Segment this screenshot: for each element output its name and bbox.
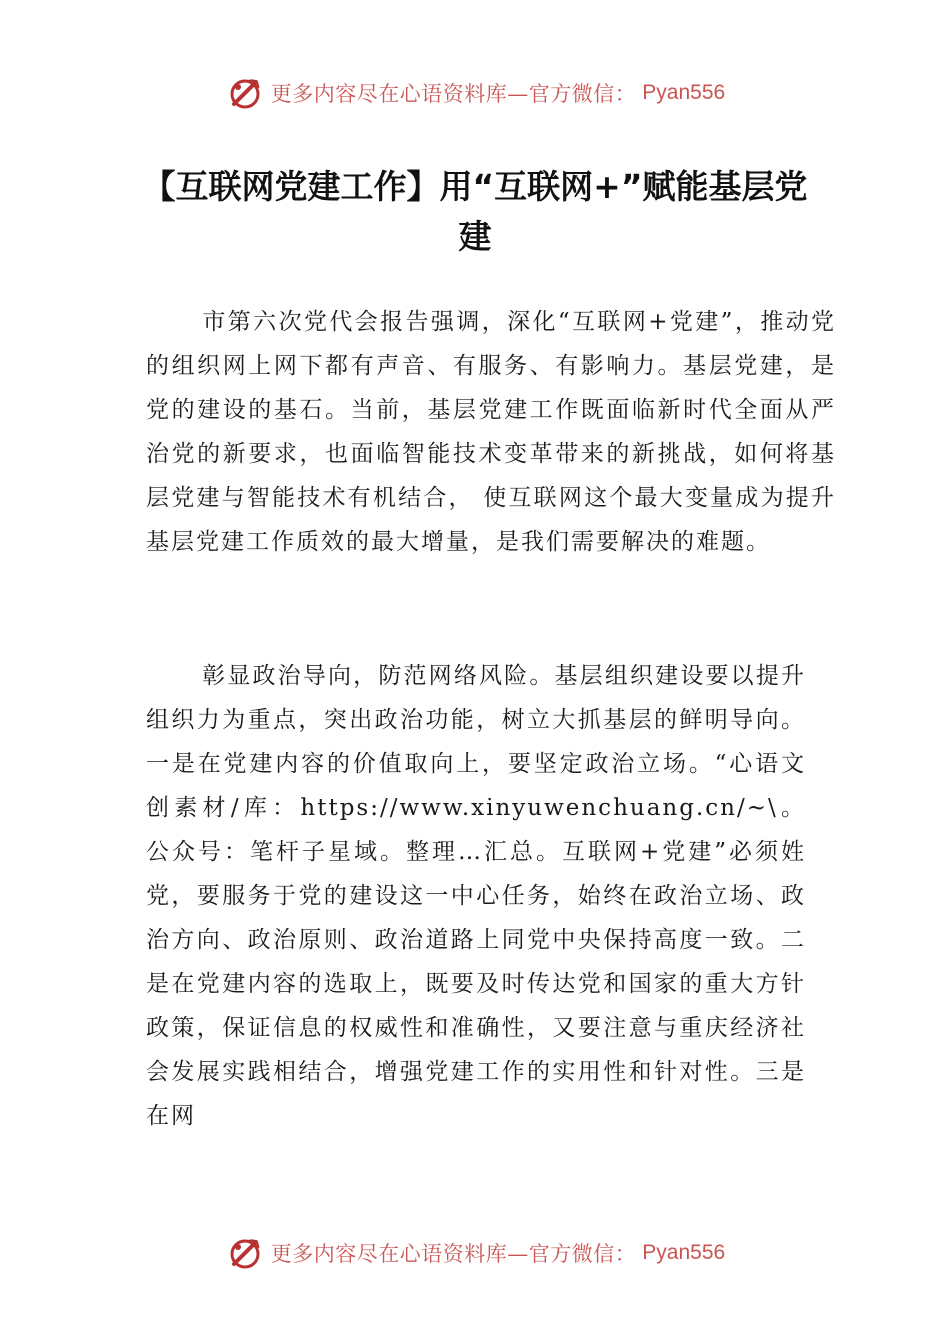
paragraph-text: 彰显政治导向，防范网络风险。基层组织建设要以提升组织力为重点，突出政治功能，树立大抓基层的鲜明导向。一是在党建内容的价值取向上，要坚定政治立场。“心语文创素材/库：https://www.xinyuwenchuang.cn/~\。公众号：笔杆子星域。整理…汇总。互联网+党建”必须姓党，要服务于党的建设这一中心任务，始终在政治立场、政治方向、政治原则、政治道路上同党中央保持高度一致。二是在党建内容的选取上，既要及时传达党和国家的重大方针政策，保证信息的权威性和准确性，又要注意与重庆经济社会发展实践相结合，增强党建工作的实用性和针对性。三是在网	[146, 663, 806, 1129]
banner-text: 更多内容尽在心语资料库—官方微信：	[270, 1242, 637, 1266]
document-title: 【互联网党建工作】用“互联网+”赋能基层党建	[142, 167, 808, 256]
brush-logo-icon	[225, 73, 265, 113]
banner-text: 更多内容尽在心语资料库—官方微信：	[270, 82, 637, 106]
header-banner	[0, 68, 950, 118]
brush-logo-icon	[225, 1233, 265, 1273]
banner-wechat-id: Pyan556	[642, 1241, 726, 1264]
banner-wechat-id: Pyan556	[642, 81, 726, 104]
body-paragraph	[146, 654, 806, 1138]
body-paragraph	[146, 300, 836, 564]
paragraph-text: 市第六次党代会报告强调，深化“互联网+党建”，推动党的组织网上网下都有声音、有服务、有影响力。基层党建，是党的建设的基石。当前，基层党建工作既面临新时代全面从严治党的新要求，也面临智能技术变革带来的新挑战，如何将基层党建与智能技术有机结合， 使互联网这个最大变量成为提升基层党建工作质效的最大增量，是我们需要解决的难题。	[146, 309, 836, 555]
footer-banner	[0, 1228, 950, 1278]
